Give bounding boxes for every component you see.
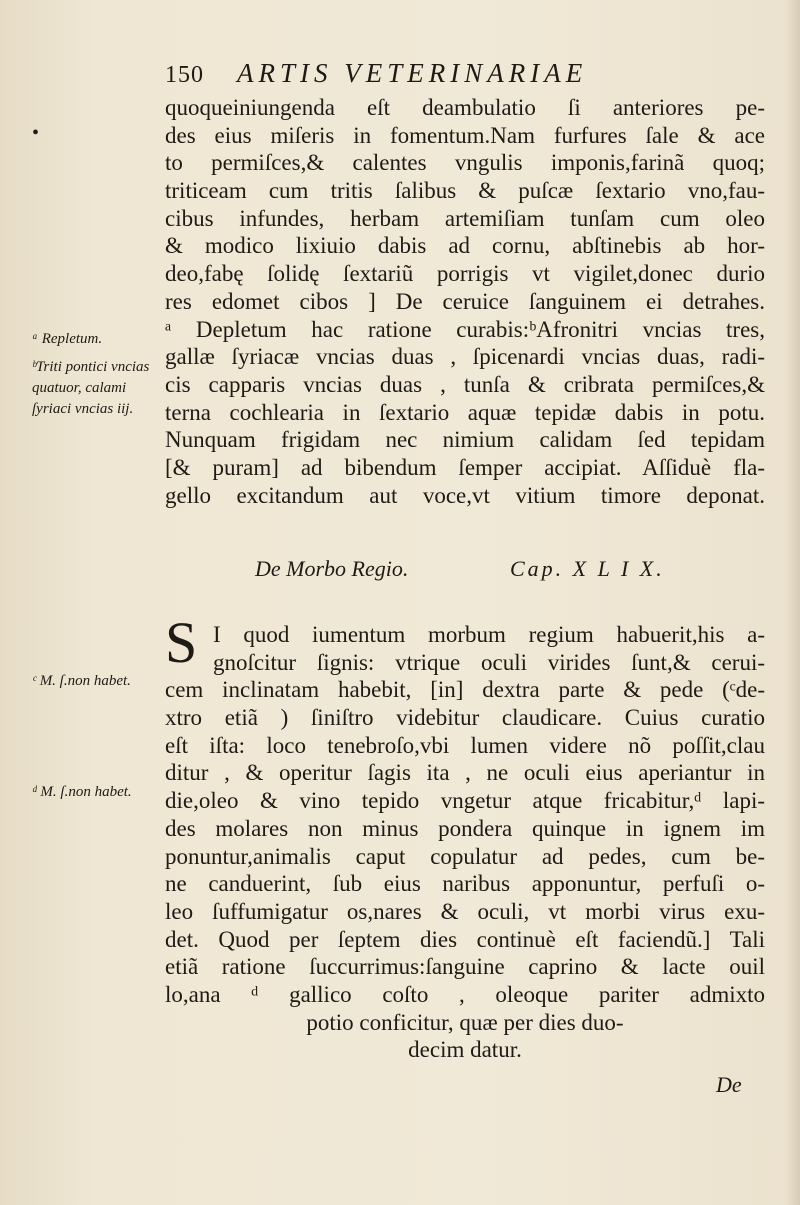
- page-header: [165, 58, 725, 92]
- text-line: xtro etiã ) ſiniſtro videbitur claudicare. Cuius curatio: [165, 705, 765, 731]
- text-line: Nunquam frigidam nec nimium calidam ſed tepidam: [165, 427, 765, 453]
- text-line: ponuntur,animalis caput copulatur ad pedes, cum be-: [165, 843, 765, 869]
- text-line: gnoſcitur ſignis: vtrique oculi virides ſunt,& cerui-: [213, 649, 765, 675]
- text-line: gallæ ſyriacæ vncias duas , ſpicenardi vncias duas, radi-: [165, 344, 765, 370]
- text-line: decim datur.: [408, 1037, 522, 1063]
- text-line: cibus infundes, herbam artemiſiam tunſam cum oleo: [165, 205, 765, 231]
- text-line: & modico lixiuio dabis ad cornu, abſtinebis ab hor-: [165, 233, 765, 259]
- text-line: des molares non minus pondera quinque in ignem im: [165, 815, 765, 841]
- text-line: leo ſuffumigatur os,nares & oculi, vt morbi virus exu-: [165, 898, 765, 924]
- text-line: triticeam cum tritis ſalibus & puſcæ ſextario vno,fau-: [165, 178, 765, 204]
- chapter-number: Cap. X L I X.: [510, 556, 665, 581]
- margin-note-d: ᵈ M. ſ.non habet.: [32, 784, 132, 800]
- text-line: terna cochlearia in ſextario aquæ tepidæ dabis in potu.: [165, 399, 765, 425]
- paragraph-2: [165, 621, 765, 1064]
- running-title: ARTIS VETERINARIAE: [237, 58, 588, 88]
- text-line: eſt iſta: loco tenebroſo,vbi lumen videre nõ poſſit,clau: [165, 732, 765, 758]
- catchword: De: [716, 1072, 742, 1097]
- text-line: ne canduerint, ſub eius naribus apponuntur, perfuſi o-: [165, 871, 765, 897]
- text-line: potio conficitur, quæ per dies duo-: [306, 1009, 624, 1035]
- text-line: [& puram] ad bibendum ſemper accipiat. Aſſiduè fla-: [165, 454, 765, 480]
- text-line: die,oleo & vino tepido vngetur atque fricabitur,ᵈ lapi-: [165, 788, 765, 814]
- text-line: cis capparis vncias duas , tunſa & cribrata permiſces,&: [165, 371, 765, 397]
- paragraph-1: [165, 94, 765, 509]
- text-line: res edomet cibos ] De ceruice ſanguinem ei detrahes.: [165, 288, 765, 314]
- margin-note-c: ᶜ M. ſ.non habet.: [32, 673, 131, 689]
- text-line: det. Quod per ſeptem dies continuè eſt faciendũ.] Tali: [165, 926, 765, 952]
- text-line: ᵃ Depletum hac ratione curabis:ᵇAfronitri vncias tres,: [165, 316, 765, 342]
- page-number: 150: [165, 62, 204, 88]
- margin-note-b: ᵇTriti pontici vncias quatuor, calami ſyriaci vncias iij.: [32, 359, 150, 417]
- text-line: ditur , & operitur ſagis ita , ne oculi eius aperiantur in: [165, 760, 765, 786]
- drop-capital: S: [165, 610, 198, 675]
- text-line: cem inclinatam habebit, [in] dextra parte & pede (ᶜde-: [165, 677, 765, 703]
- text-line: etiã ratione ſuccurrimus:ſanguine caprino & lacte ouil: [165, 954, 765, 980]
- text-line: gello excitandum aut voce,vt vitium timore deponat.: [165, 482, 765, 508]
- text-line: lo,ana ᵈ gallico coſto , oleoque pariter admixto: [165, 981, 765, 1007]
- text-line: des eius miſeris in fomentum.Nam furfures ſale & ace: [165, 122, 765, 148]
- chapter-heading: [165, 556, 765, 586]
- text-line: I quod iumentum morbum regium habuerit,his a-: [213, 622, 765, 647]
- margin-bullet: •: [32, 122, 40, 144]
- text-line: to permiſces,& calentes vngulis imponis,farinã quoq;: [165, 150, 765, 176]
- text-line: deo,fabę ſolidę ſextariũ porrigis vt vigilet,donec duriо: [165, 261, 765, 287]
- margin-note-a: ᵃ Repletum.: [32, 331, 103, 347]
- chapter-title: De Morbo Regio.: [255, 556, 409, 581]
- text-line: quoqueiniungenda eſt deambulatio ſi anteriores pe-: [165, 95, 765, 120]
